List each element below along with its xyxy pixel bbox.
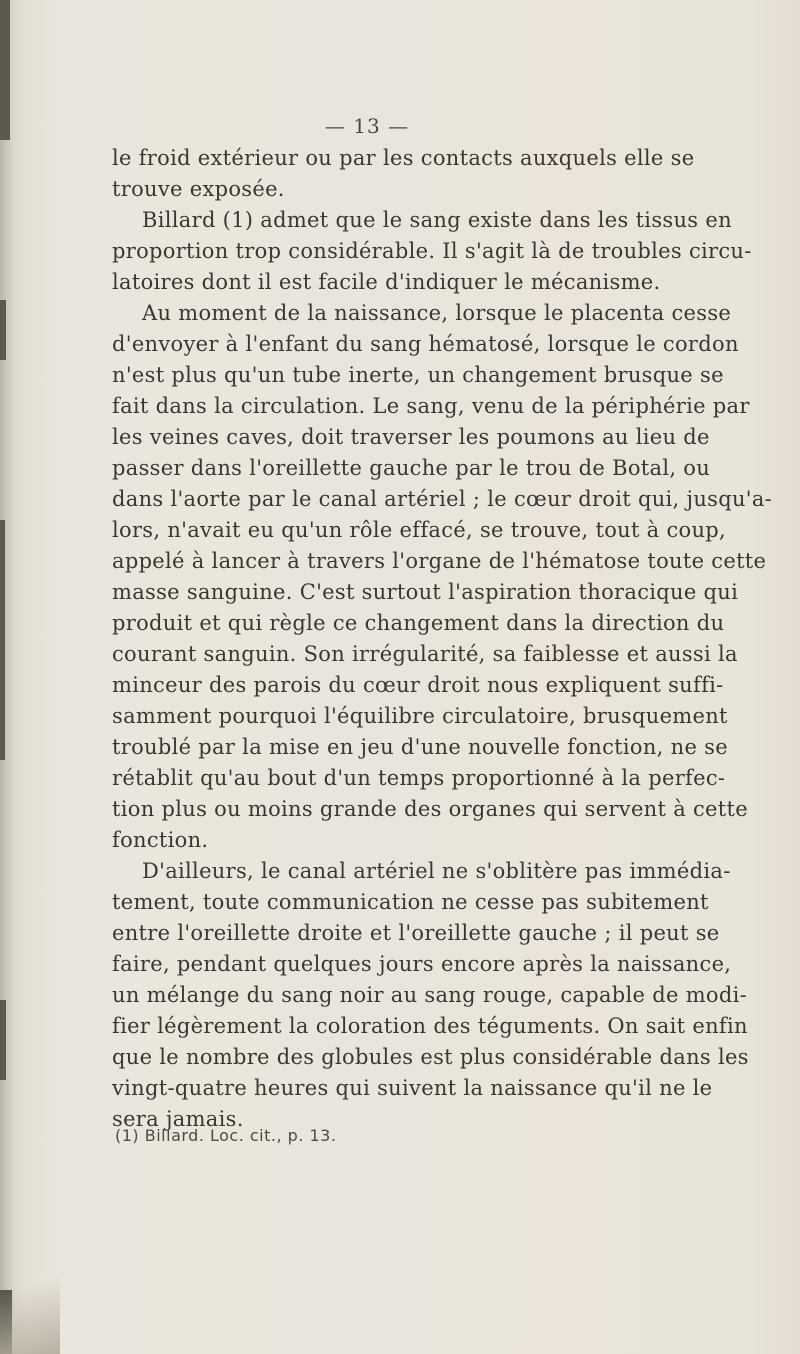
text-line: latoires dont il est facile d'indiquer le mécanisme. (112, 270, 661, 294)
text-line: vingt-quatre heures qui suivent la naissance qu'il ne le (112, 1076, 713, 1100)
spine-mark (0, 520, 5, 760)
text-line: proportion trop considérable. Il s'agit là de troubles circu- (112, 239, 752, 263)
text-line: entre l'oreillette droite et l'oreillette gauche ; il peut se (112, 921, 720, 945)
text-line: les veines caves, doit traverser les poumons au lieu de (112, 425, 710, 449)
text-line: lors, n'avait eu qu'un rôle effacé, se trouve, tout à coup, (112, 518, 727, 542)
text-line: D'ailleurs, le canal artériel ne s'oblitère pas immédia- (142, 859, 731, 883)
page-number: — 13 — (324, 114, 410, 138)
text-line: d'envoyer à l'enfant du sang hématosé, lorsque le cordon (112, 332, 739, 356)
text-line: sera jamais. (112, 1107, 244, 1131)
page-corner-shadow (0, 1240, 60, 1354)
text-line: tement, toute communication ne cesse pas subitement (112, 890, 709, 914)
text-line: passer dans l'oreillette gauche par le trou de Botal, ou (112, 456, 711, 480)
text-line: rétablit qu'au bout d'un temps proportionné à la perfec- (112, 766, 726, 790)
text-line: dans l'aorte par le canal artériel ; le cœur droit qui, jusqu'a- (112, 487, 773, 511)
spine-mark (0, 300, 6, 360)
spine-mark (0, 1000, 6, 1080)
text-line: masse sanguine. C'est surtout l'aspiration thoracique qui (112, 580, 739, 604)
text-line: faire, pendant quelques jours encore après la naissance, (112, 952, 732, 976)
text-line: courant sanguin. Son irrégularité, sa faiblesse et aussi la (112, 642, 738, 666)
spine-mark (0, 0, 10, 140)
text-line: Au moment de la naissance, lorsque le placenta cesse (142, 301, 732, 325)
text-line: fait dans la circulation. Le sang, venu de la périphérie par (112, 394, 750, 418)
text-line: trouve exposée. (112, 177, 285, 201)
text-line: fier légèrement la coloration des téguments. On sait enfin (112, 1014, 748, 1038)
text-line: que le nombre des globules est plus considérable dans les (112, 1045, 749, 1069)
text-line: fonction. (112, 828, 209, 852)
text-line: samment pourquoi l'équilibre circulatoire, brusquement (112, 704, 728, 728)
text-line: un mélange du sang noir au sang rouge, capable de modi- (112, 983, 748, 1007)
text-line: tion plus ou moins grande des organes qui servent à cette (112, 797, 748, 821)
text-line: appelé à lancer à travers l'organe de l'hématose toute cette (112, 549, 767, 573)
text-line: minceur des parois du cœur droit nous expliquent suffi- (112, 673, 724, 697)
body-text (112, 143, 773, 1135)
text-line: n'est plus qu'un tube inerte, un changement brusque se (112, 363, 724, 387)
footnote: (1) Billard. Loc. cit., p. 13. (115, 1126, 337, 1145)
text-line: Billard (1) admet que le sang existe dans les tissus en (142, 208, 732, 232)
text-line: produit et qui règle ce changement dans la direction du (112, 611, 725, 635)
text-line: troublé par la mise en jeu d'une nouvelle fonction, ne se (112, 735, 728, 759)
text-line: le froid extérieur ou par les contacts auxquels elle se (112, 146, 695, 170)
